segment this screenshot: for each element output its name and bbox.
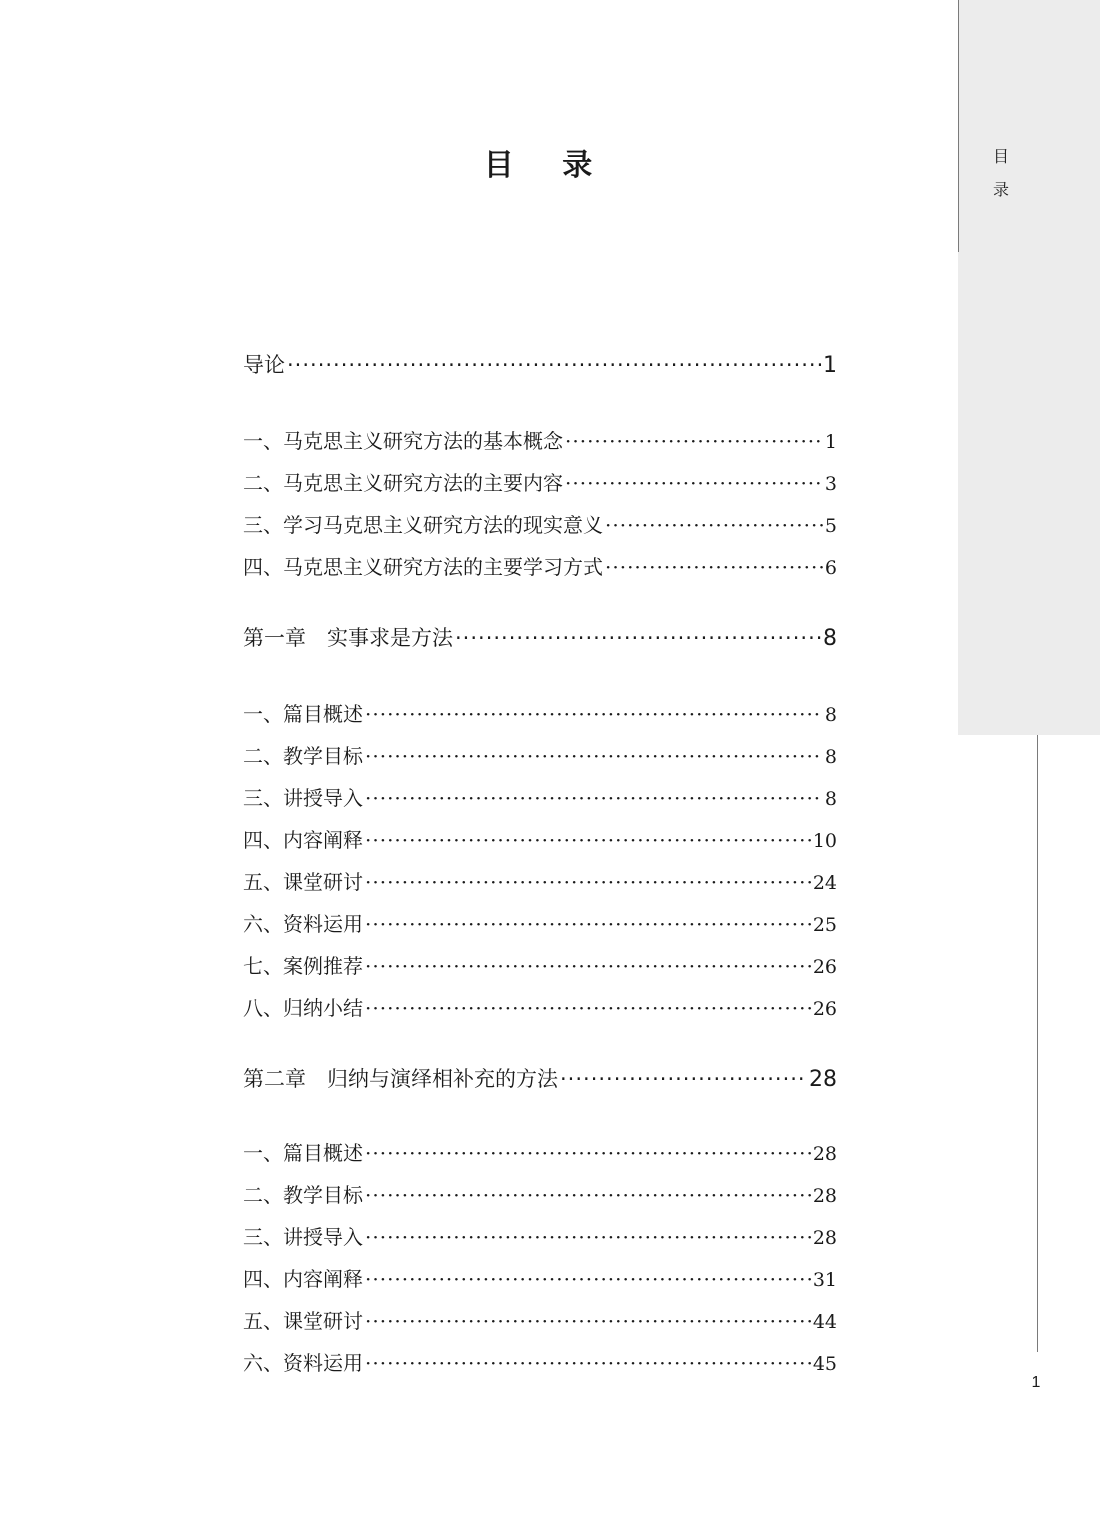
dot-leader — [365, 912, 811, 936]
toc-entry-label: 三、讲授导入 — [243, 1225, 363, 1249]
toc-chapter-row[interactable] — [243, 1063, 837, 1093]
toc-page-number: 26 — [812, 956, 837, 978]
toc-section-row[interactable] — [243, 1221, 837, 1250]
toc-section-row[interactable] — [243, 467, 837, 496]
dot-leader — [365, 1267, 811, 1291]
toc-entry-label: 第二章 归纳与演绎相补充的方法 — [243, 1067, 558, 1091]
toc-page-number: 1 — [824, 431, 837, 453]
toc-entry-label: 一、马克思主义研究方法的基本概念 — [243, 429, 563, 453]
dot-leader — [365, 1309, 811, 1333]
toc-chapter-row[interactable] — [243, 622, 837, 652]
toc-page-number: 28 — [812, 1227, 837, 1249]
toc-page-number: 8 — [824, 704, 837, 726]
toc-page-number: 8 — [824, 788, 837, 810]
dot-leader — [565, 429, 823, 453]
toc-entry-label: 二、教学目标 — [243, 744, 363, 768]
dot-leader — [287, 353, 821, 377]
toc-page-number: 28 — [812, 1185, 837, 1207]
toc-section-row[interactable] — [243, 740, 837, 769]
toc-page-number: 5 — [824, 515, 837, 537]
side-tab-char: 录 — [992, 180, 1009, 199]
toc-entry-label: 二、教学目标 — [243, 1183, 363, 1207]
dot-leader — [365, 828, 811, 852]
page-title: 目 录 — [483, 148, 597, 183]
toc-chapter-row[interactable] — [243, 349, 837, 379]
toc-entry-label: 六、资料运用 — [243, 1351, 363, 1375]
toc-entry-label: 五、课堂研讨 — [243, 870, 363, 894]
toc-entry-label: 第一章 实事求是方法 — [243, 626, 453, 650]
toc-section-row[interactable] — [243, 698, 837, 727]
toc-section-row[interactable] — [243, 782, 837, 811]
toc-section-row[interactable] — [243, 1137, 837, 1166]
side-divider-line — [1037, 735, 1038, 1352]
toc-page-number: 26 — [812, 998, 837, 1020]
toc-entry-label: 四、马克思主义研究方法的主要学习方式 — [243, 555, 603, 579]
dot-leader — [455, 626, 821, 650]
dot-leader — [365, 1351, 811, 1375]
toc-page-number: 1 — [823, 353, 837, 378]
toc-page-number: 28 — [812, 1143, 837, 1165]
dot-leader — [365, 1225, 811, 1249]
dot-leader — [365, 954, 811, 978]
dot-leader — [365, 702, 823, 726]
dot-leader — [565, 471, 823, 495]
dot-leader — [365, 870, 811, 894]
toc-entry-label: 七、案例推荐 — [243, 954, 363, 978]
toc-section-row[interactable] — [243, 425, 837, 454]
toc-section-row[interactable] — [243, 992, 837, 1021]
toc-entry-label: 三、学习马克思主义研究方法的现实意义 — [243, 513, 603, 537]
toc-section-row[interactable] — [243, 1263, 837, 1292]
toc-page-number: 8 — [824, 746, 837, 768]
toc-page-number: 25 — [812, 914, 837, 936]
toc-section-row[interactable] — [243, 1305, 837, 1334]
side-tab-char: 目 — [992, 147, 1009, 166]
toc-section-row[interactable] — [243, 866, 837, 895]
dot-leader — [605, 513, 823, 537]
dot-leader — [365, 1141, 811, 1165]
toc-section-row[interactable] — [243, 509, 837, 538]
toc-section-row[interactable] — [243, 551, 837, 580]
toc-section-row[interactable] — [243, 824, 837, 853]
toc-page-number: 24 — [812, 872, 837, 894]
toc-entry-label: 二、马克思主义研究方法的主要内容 — [243, 471, 563, 495]
toc-page-number: 44 — [812, 1311, 837, 1333]
page-number: 1 — [1031, 1374, 1041, 1391]
toc-entry-label: 三、讲授导入 — [243, 786, 363, 810]
toc-section-row[interactable] — [243, 908, 837, 937]
toc-page-number: 8 — [823, 626, 837, 651]
dot-leader — [560, 1067, 807, 1091]
toc-page-number: 31 — [812, 1269, 837, 1291]
toc-section-row[interactable] — [243, 1179, 837, 1208]
toc-section-row[interactable] — [243, 1347, 837, 1376]
dot-leader — [365, 744, 823, 768]
toc-entry-label: 五、课堂研讨 — [243, 1309, 363, 1333]
toc-entry-label: 四、内容阐释 — [243, 1267, 363, 1291]
toc-page-number: 45 — [812, 1353, 837, 1375]
toc-page-number: 3 — [824, 473, 837, 495]
toc-section-row[interactable] — [243, 950, 837, 979]
toc-page-number: 6 — [824, 557, 837, 579]
toc-page-number: 28 — [809, 1067, 837, 1092]
toc-page-number: 10 — [812, 830, 837, 852]
toc-entry-label: 一、篇目概述 — [243, 702, 363, 726]
toc-entry-label: 一、篇目概述 — [243, 1141, 363, 1165]
dot-leader — [365, 786, 823, 810]
side-tab-background — [958, 0, 1100, 735]
toc-entry-label: 八、归纳小结 — [243, 996, 363, 1020]
dot-leader — [365, 1183, 811, 1207]
dot-leader — [365, 996, 811, 1020]
toc-entry-label: 四、内容阐释 — [243, 828, 363, 852]
toc-entry-label: 导论 — [243, 353, 285, 377]
dot-leader — [605, 555, 823, 579]
side-divider-line — [958, 0, 959, 252]
toc-entry-label: 六、资料运用 — [243, 912, 363, 936]
